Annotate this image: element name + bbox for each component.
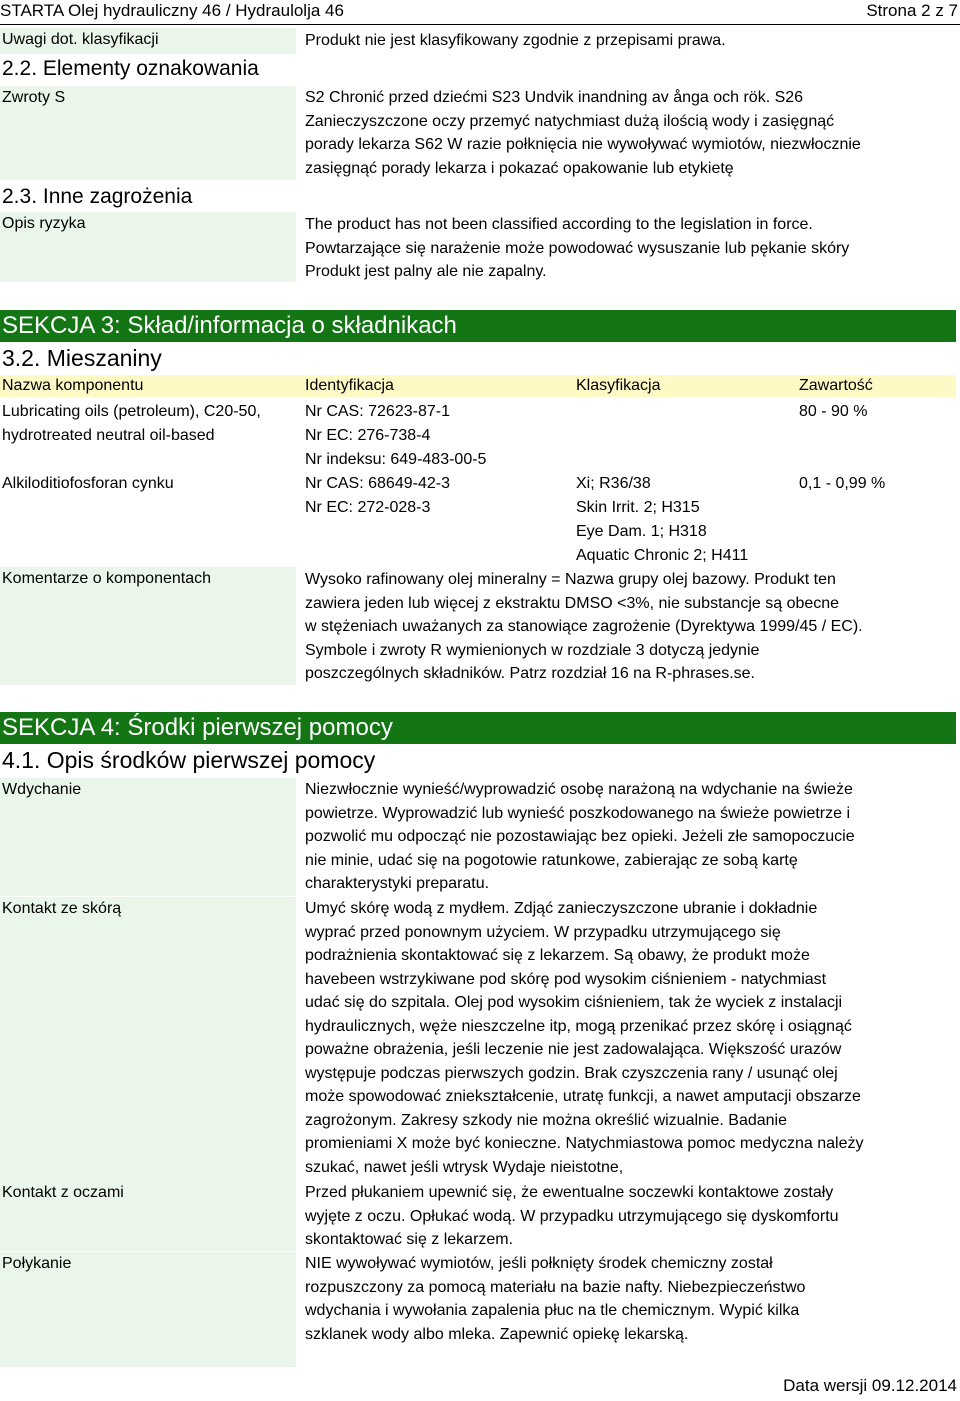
section-4-title: SEKCJA 4: Środki pierwszej pomocy <box>2 714 393 741</box>
col-header-identification: Identyfikacja <box>305 377 394 394</box>
text-line: wyjęte z oczu. Opłukać wodą. W przypadku utrzymującego się dyskomfortu <box>305 1207 839 1225</box>
text-line: podrażnienia skontaktować się z lekarzem. Są obawy, że produkt może <box>305 947 810 964</box>
header-divider <box>0 24 960 25</box>
text-line: zagrożonym. Zakresy szkody nie można określić wizualnie. Badanie <box>305 1111 787 1129</box>
section-3-bar <box>0 310 956 342</box>
text-line: S2 Chronić przed dziećmi S23 Undvik inandning av ånga och rök. S26 <box>305 89 804 106</box>
composition-table-header <box>0 375 956 397</box>
text-line: Umyć skórę wodą z mydłem. Zdjąć zanieczyszczone ubranie i dokładnie <box>305 900 818 917</box>
text-line: poważne obrażenia, jeśli leczenie nie jest zadowalająca. Większość urazów <box>305 1041 842 1058</box>
section-4-bar <box>0 712 956 744</box>
text-line: może spowodować zniekształcenie, utratę funkcji, a nawet amputacji obszarze <box>305 1088 861 1105</box>
section-3-title: SEKCJA 3: Skład/informacja o składnikach <box>2 312 457 339</box>
col-header-name: Nazwa komponentu <box>2 377 144 394</box>
text-line: porady lekarza S62 W razie połknięcia nie wywoływać wymiotów, niezwłocznie <box>305 136 861 153</box>
text-line: wdychania i wywołania zapalenia płuc na tle chemicznym. Wypić kilka <box>305 1302 800 1319</box>
heading-4-1: 4.1. Opis środków pierwszej pomocy <box>2 747 376 773</box>
text-line: havebeen wstrzykiwane pod skórę pod wysokim ciśnieniem - natychmiast <box>305 970 827 988</box>
component-comments-label: Komentarze o komponentach <box>0 567 296 685</box>
text-line: poszczególnych składników. Patrz rozdział 16 na R-phrases.se. <box>305 665 755 682</box>
component-content: 0,1 - 0,99 % <box>799 475 886 492</box>
document-title: STARTA Olej hydrauliczny 46 / Hydraulolja 46 <box>0 1 344 20</box>
text-line: wyprać przed ponownym użyciem. W przypadku utrzymującego się <box>305 923 781 941</box>
text-line: Zanieczyszczone oczy przemyć natychmiast dużą ilością wody i zasięgnąć <box>305 112 835 130</box>
text-line: promieniami X może być konieczne. Natychmiastowa pomoc medyczna należy <box>305 1135 864 1152</box>
text-line: The product has not been classified according to the legislation in force. <box>305 216 813 233</box>
text-line: Wysoko rafinowany olej mineralny = Nazwa grupy olej bazowy. Produkt ten <box>305 571 836 588</box>
s-phrases-label: Zwroty S <box>0 86 296 180</box>
heading-2-2: 2.2. Elementy oznakowania <box>2 57 259 80</box>
skin-contact-text <box>305 897 955 1179</box>
text-line: szklanek wody albo mleka. Zapewnić opiekę lekarską. <box>305 1325 689 1343</box>
text-line: nie minie, udać się na pogotowie ratunkowe, zabierając ze sobą kartę <box>305 851 798 869</box>
skin-contact-label: Kontakt ze skórą <box>0 897 296 1181</box>
text-line: Symbole i zwroty R wymienionych w rozdziale 3 dotyczą jedynie <box>305 641 760 659</box>
component-content: 80 - 90 % <box>799 403 868 420</box>
classification-notes-label: Uwagi dot. klasyfikacji <box>0 28 296 54</box>
risk-description-text <box>305 213 955 284</box>
text-line: udać się do szpitala. Olej pod wysokim ciśnieniem, tak że wyciek z instalacji <box>305 994 843 1011</box>
text-line: hydraulicznych, węże nieszczelne itp, mogą przenikać przez skórę i osiągnąć <box>305 1017 852 1035</box>
s-phrases-text <box>305 86 955 180</box>
eye-contact-text <box>305 1181 955 1252</box>
component-identification: Nr CAS: 68649-42-3 Nr EC: 272-028-3 <box>305 475 450 516</box>
heading-3-2: 3.2. Mieszaniny <box>2 345 162 371</box>
text-line: w stężeniach uważanych za stanowiące zagrożenie (Dyrektywa 1999/45 / EC). <box>305 618 863 635</box>
version-date: Data wersji 09.12.2014 <box>783 1376 957 1395</box>
inhalation-label: Wdychanie <box>0 778 296 896</box>
text-line: pozwolić mu odpocząć nie pozostawiając bez opieki. Jeżeli złe samopoczucie <box>305 828 855 845</box>
ingestion-label: Połykanie <box>0 1252 296 1367</box>
text-line: rozpuszczony za pomocą materiału na bazie nafty. Niebezpieczeństwo <box>305 1278 806 1296</box>
eye-contact-label: Kontakt z oczami <box>0 1181 296 1251</box>
text-line: występuje podczas pierwszych godzin. Brak czyszczenia rany / usunąć olej <box>305 1064 838 1082</box>
text-line: szukać, nawet jeśli wtrysk Wydaje nieistotne, <box>305 1158 624 1176</box>
text-line: zasięgnąć porady lekarza i pokazać opakowanie lub etykietę <box>305 159 734 177</box>
component-name: Lubricating oils (petroleum), C20-50, hydrotreated neutral oil-based <box>2 403 261 444</box>
text-line: charakterystyki preparatu. <box>305 875 490 892</box>
text-line: skontaktować się z lekarzem. <box>305 1231 514 1248</box>
text-line: zawiera jeden lub więcej z ekstraktu DMSO <3%, nie substancje są obecne <box>305 594 840 612</box>
text-line: Powtarzające się narażenie może powodować wysuszanie lub pękanie skóry <box>305 239 850 257</box>
col-header-classification: Klasyfikacja <box>576 377 661 394</box>
col-header-content: Zawartość <box>799 377 873 394</box>
component-classification: Xi; R36/38 Skin Irrit. 2; H315 Eye Dam. 1; H318 Aquatic Chronic 2; H411 <box>576 475 749 564</box>
text-line: Niezwłocznie wynieść/wyprowadzić osobę narażoną na wdychanie na świeże <box>305 781 853 798</box>
text-line: Produkt jest palny ale nie zapalny. <box>305 263 547 280</box>
classification-notes-value: Produkt nie jest klasyfikowany zgodnie z przepisami prawa. <box>305 32 726 49</box>
component-comments-text <box>305 568 955 686</box>
ingestion-text <box>305 1252 955 1346</box>
text-line: NIE wywoływać wymiotów, jeśli połknięty środek chemiczny został <box>305 1255 773 1272</box>
risk-description-label: Opis ryzyka <box>0 212 296 282</box>
text-line: powietrze. Wyprowadzić lub wynieść poszkodowanego na świeże powietrze i <box>305 804 851 822</box>
page-number: Strona 2 z 7 <box>866 1 958 20</box>
text-line: Przed płukaniem upewnić się, że ewentualne soczewki kontaktowe zostały <box>305 1184 834 1201</box>
component-name: Alkiloditiofosforan cynku <box>2 475 174 492</box>
heading-2-3: 2.3. Inne zagrożenia <box>2 185 193 208</box>
inhalation-text <box>305 778 955 896</box>
component-identification: Nr CAS: 72623-87-1 Nr EC: 276-738-4 Nr indeksu: 649-483-00-5 <box>305 403 487 468</box>
